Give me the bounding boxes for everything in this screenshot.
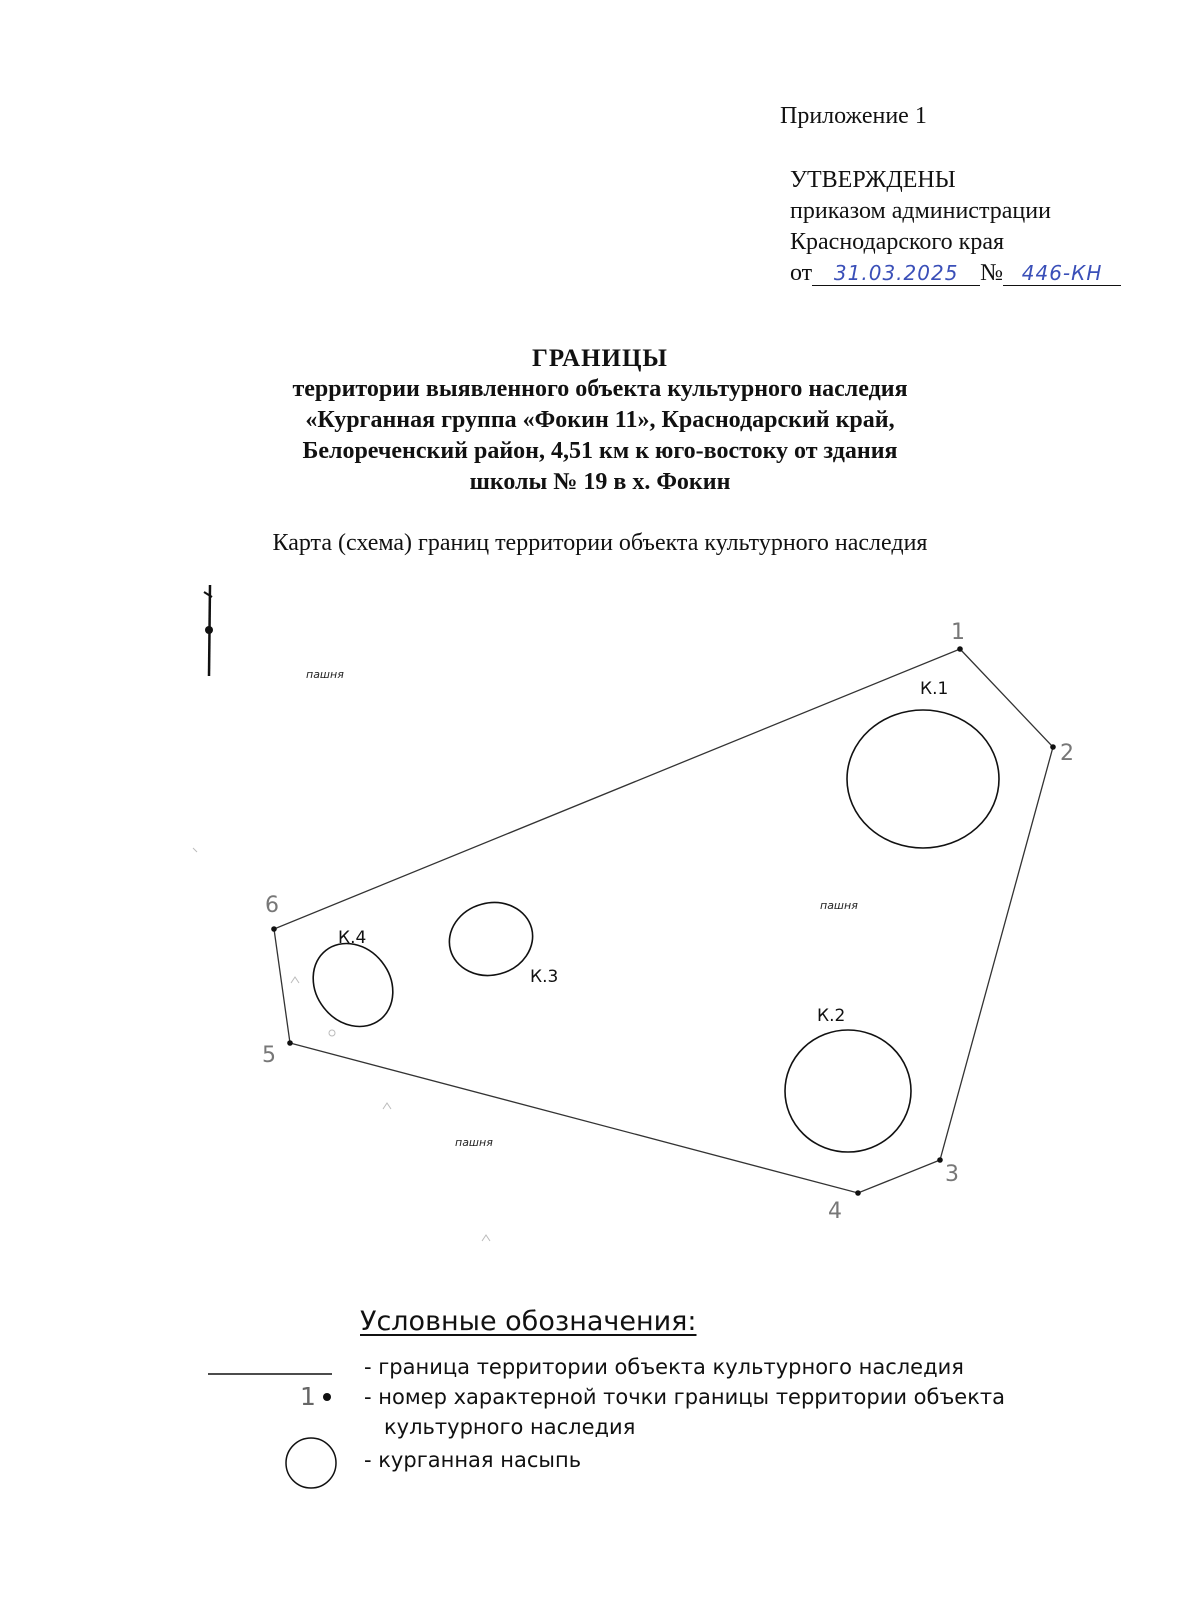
field-labels xyxy=(306,668,858,1149)
boundary-point-labels xyxy=(262,620,1074,1224)
north-arrow-icon xyxy=(204,585,213,676)
point-label-5: 5 xyxy=(262,1043,276,1068)
title-line3: Белореченский район, 4,51 км к юго-востоку от здания xyxy=(302,438,898,464)
approved-by-line1: приказом администрации xyxy=(790,198,1051,224)
title-main: ГРАНИЦЫ xyxy=(532,345,668,372)
boundary-point-6 xyxy=(271,926,277,932)
date-prefix: от xyxy=(790,260,813,286)
boundary-point-5 xyxy=(287,1040,293,1046)
point-label-6: 6 xyxy=(265,893,279,918)
point-label-1: 1 xyxy=(951,620,965,645)
field-label-1: пашня xyxy=(306,668,344,681)
mound-label-k3: К.3 xyxy=(530,967,559,987)
mound-label-k1: К.1 xyxy=(920,679,949,699)
mound-k2 xyxy=(785,1030,911,1152)
map-caption: Карта (схема) границ территории объекта культурного наследия xyxy=(272,530,928,556)
legend-mound-circle xyxy=(286,1438,336,1488)
mound-labels xyxy=(338,679,948,1026)
mound-k3 xyxy=(441,893,541,984)
field-label-2: пашня xyxy=(820,899,858,912)
mound-label-k2: К.2 xyxy=(817,1006,846,1026)
territory-boundary xyxy=(274,649,1053,1193)
order-date: 31.03.2025 xyxy=(833,261,959,285)
point-label-2: 2 xyxy=(1060,741,1074,766)
appendix-label: Приложение 1 xyxy=(780,103,927,129)
point-label-4: 4 xyxy=(828,1199,842,1224)
legend-graphics xyxy=(208,1374,336,1488)
survey-marks xyxy=(193,848,490,1241)
number-sign: № xyxy=(980,260,1004,286)
legend-mound-text: - курганная насыпь xyxy=(364,1448,582,1472)
title-line4: школы № 19 в х. Фокин xyxy=(469,469,731,495)
title-line2: «Курганная группа «Фокин 11», Краснодарский край, xyxy=(305,407,895,433)
approved-by-line2: Краснодарского края xyxy=(790,229,1005,255)
boundary-point-2 xyxy=(1050,744,1056,750)
boundary-point-markers xyxy=(271,646,1056,1196)
approved-heading: УТВЕРЖДЕНЫ xyxy=(790,167,956,193)
boundary-point-1 xyxy=(957,646,963,652)
boundary-point-4 xyxy=(855,1190,861,1196)
order-number: 446-КН xyxy=(1021,261,1103,285)
legend-point-text-line2: культурного наследия xyxy=(384,1415,636,1439)
point-label-3: 3 xyxy=(945,1162,959,1187)
mound-label-k4: К.4 xyxy=(338,928,367,948)
legend-point-sample: 1 xyxy=(300,1382,316,1411)
field-label-3: пашня xyxy=(455,1136,493,1149)
legend-point-dot xyxy=(323,1393,331,1401)
title-line1: территории выявленного объекта культурного наследия xyxy=(292,376,908,402)
mound-k1 xyxy=(847,710,999,848)
legend-title: Условные обозначения: xyxy=(360,1306,697,1337)
legend-point-text-line1: - номер характерной точки границы территории объекта xyxy=(364,1385,1006,1409)
legend-boundary-text: - граница территории объекта культурного наследия xyxy=(364,1355,964,1379)
boundary-point-3 xyxy=(937,1157,943,1163)
